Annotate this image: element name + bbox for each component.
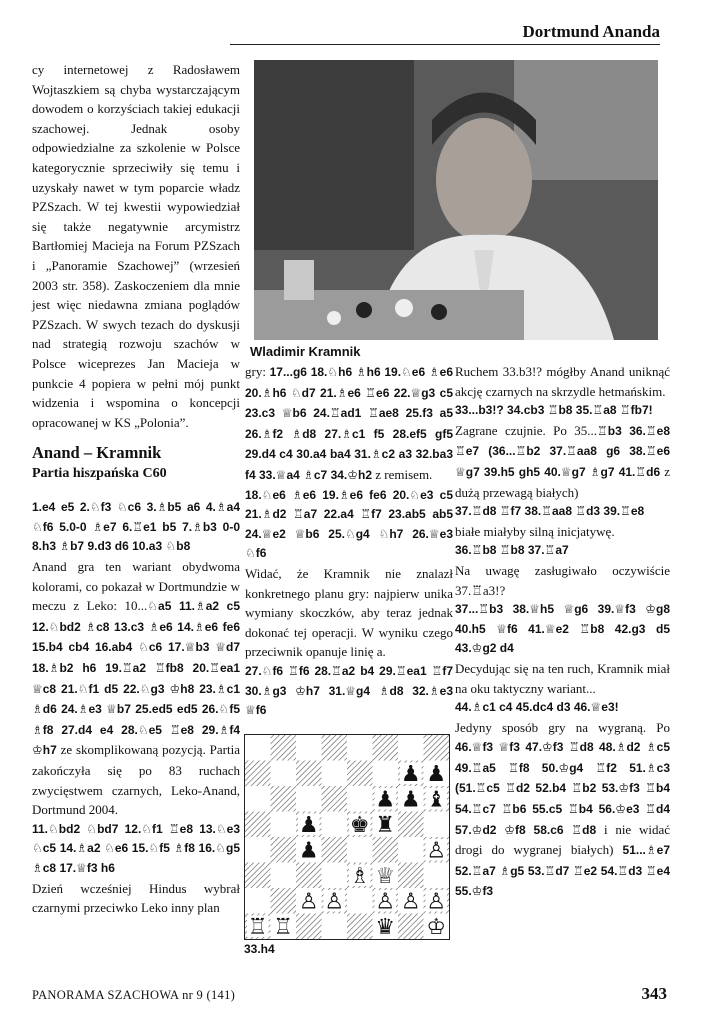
game-moves: 33...b3!? 34.cb3 ♖b8 35.♖a8 ♖fb7!	[455, 403, 653, 418]
column-3	[455, 362, 670, 902]
board-square	[271, 837, 297, 863]
board-square	[373, 761, 399, 787]
white-piece: ♙	[324, 889, 345, 915]
board-square	[347, 786, 373, 812]
board-square	[398, 735, 424, 761]
board-square	[398, 837, 424, 863]
page-header	[230, 20, 660, 45]
board-square	[373, 837, 399, 863]
game-moves: 51...♗e7 52.♖a7 ♗g5 53.♖d7 ♖e2 54.♖d3 ♖e4 55.♔f3	[455, 843, 670, 899]
photo-illustration	[254, 60, 658, 340]
board-square	[322, 735, 348, 761]
black-piece: ♟	[400, 762, 421, 787]
game-moves: 27.♘f6 ♖f6 28.♖a2 b4 29.♖ea1 ♖f7 30.♗g3 ♔h7 31.♕g4 ♗d8 32.♗e3 ♕f6	[245, 663, 453, 718]
board-square	[245, 786, 271, 812]
board-square	[322, 837, 348, 863]
board-square	[424, 812, 450, 838]
commentary-text: Anand gra ten wariant obydwoma kolorami, co pokazał w Dortmundzie w meczu z Leko: 10...♘a5 11.♗a2 c5 12.♘bd2 ♗c8 13.c3 ♗e6 14.♗e6 fe6 15.b4 cb4 16.ab4 ♘c6 17.♕b3 ♕d7 18.♗b2 h6 19.♖a2 ♖fb8 20.♖ea1 ♕c8 21.♘f1 d5 22.♘g3 ♔h8 23.♗c1 ♗d6 24.♗e3 ♕b7 25.ed5 ed5 26.♘f5 ♗f8 27.d4 e4 28.♘e5 ♖e8 29.♗f4 ♔h7 ze skomplikowaną pozycją. Partia zakończyła się po 83 ruchach zwycięstwem czarnych, Leko-Anand, Dortmund 2004.	[32, 559, 241, 818]
page-number: 343	[641, 984, 667, 1003]
player-photo	[254, 60, 658, 340]
black-piece: ♟	[426, 762, 447, 787]
commentary-text: gry: 17...g6 18.♘h6 ♗h6 19.♘e6 ♗e6 20.♗h6 ♘d7 21.♗e6 ♖e6 22.♕g3 c5 23.c3 ♕b6 24.♖ad1 ♖ae8 25.f3 a5 26.♗f2 ♗d8 27.♗c1 f5 28.ef5 gf5 29.d4 c4 30.a4 ba4 31.♗c2 a3 32.ba3 f4 33.♕a4 ♗c7 34.♔h2 z remisem.	[245, 364, 453, 482]
chess-diagram	[244, 734, 450, 940]
black-piece: ♜	[375, 813, 396, 838]
board-square	[296, 786, 322, 812]
board-square	[245, 761, 271, 787]
commentary-text: Jedyny sposób gry na wygraną. Po 46.♕f3 ♕f3 47.♔f3 ♖d8 48.♗d2 ♗c5 49.♖a5 ♖f8 50.♔g4 ♖f2 51.♗c3 (51.♖c5 ♖d2 52.b4 ♖b2 53.♔f3 ♖b4 54.♖c7 ♖b6 55.c5 ♖b4 56.♔e3 ♖d4 57.♔d2 ♔f8 58.c6 ♖d8 i nie widać drogi do wygranej białych) 51...♗e7 52.♖a7 ♗g5 53.♖d7 ♖e2 54.♖d3 ♖e4 55.♔f3	[455, 719, 670, 899]
diagram-move: 33.h4	[244, 942, 275, 956]
board-square	[398, 812, 424, 838]
board-square	[271, 812, 297, 838]
white-piece: ♙	[298, 889, 319, 915]
commentary-text: Na uwagę zasługiwało oczywiście 37.♖a3!?	[455, 562, 670, 598]
board-square	[322, 761, 348, 787]
game-moves: 44.♗c1 c4 45.dc4 d3 46.♕e3!	[455, 700, 619, 715]
commentary-text: Zagrane czujnie. Po 35...♖b3 36.♖e8 ♖e7 (36...♖b2 37.♖aa8 g6 38.♖e6 ♕g7 39.h5 gh5 40.♕g7 ♗g7 41.♖d6 z dużą przewagą białych)	[455, 422, 670, 500]
board-square	[398, 863, 424, 889]
commentary-text: Widać, że Kramnik nie znalazł konkretnego planu gry: najpierw unika wymiany skoczków, aby teraz jednak dokonać tej operacji. W wyniku czego przeciwnik opanuje linię a.	[245, 565, 453, 660]
board-square	[296, 914, 322, 940]
chess-board	[245, 735, 449, 939]
column-1	[32, 60, 240, 918]
white-piece: ♔	[426, 915, 447, 939]
black-piece: ♚	[349, 813, 370, 838]
commentary-text: Dzień wcześniej Hindus wybrał czarnymi przeciwko Leko inny plan	[32, 880, 240, 916]
game-moves: 46.♕f3 ♕f3 47.♔f3 ♖d8 48.♗d2 ♗c5 49.♖a5 ♖f8 50.♔g4 ♖f2 51.♗c3 (51.♖c5 ♖d2 52.b4 ♖b2 53.♔f3 ♖b4 54.♖c7 ♖b6 55.c5 ♖b4 56.♔e3 ♖d4 57.♔d2 ♔f8 58.c6 ♖d8	[455, 740, 670, 837]
game-moves: ♖b3 36.♖e8 ♖e7 (36...♖b2 37.♖aa8 g6 38.♖e6 ♕g7 39.h5 gh5 40.♕g7 ♗g7 41.♖d6	[455, 423, 670, 479]
board-square	[347, 888, 373, 914]
opening-name: Partia hiszpańska C60	[32, 466, 167, 482]
board-square	[424, 863, 450, 889]
white-piece: ♙	[375, 889, 396, 915]
board-square	[245, 735, 271, 761]
photo-caption: Wladimir Kramnik	[250, 344, 361, 359]
column-2	[245, 362, 453, 721]
commentary-text: Decydując się na ten ruch, Kramnik miał na oku taktyczny wariant...	[455, 660, 670, 696]
white-piece: ♖	[247, 915, 268, 939]
game-title: Anand – Kramnik	[32, 443, 162, 463]
board-square	[271, 761, 297, 787]
black-piece: ♟	[298, 813, 319, 838]
board-square	[296, 761, 322, 787]
board-square	[398, 914, 424, 940]
board-square	[347, 914, 373, 940]
magazine-footer: PANORAMA SZACHOWA nr 9 (141)	[32, 988, 236, 1002]
game-moves: 37.♖d8 ♖f7 38.♖aa8 ♖d3 39.♖e8	[455, 504, 645, 519]
white-piece: ♙	[426, 838, 447, 864]
game-moves: ♘a5 11.♗a2 c5 12.♘bd2 ♗c8 13.c3 ♗e6 14.♗e6 fe6 15.b4 cb4 16.ab4 ♘c6 17.♕b3 ♕d7 18.♗b2 h6 19.♖a2 ♖fb8 20.♖ea1 ♕c8 21.♘f1 d5 22.♘g3 ♔h8 23.♗c1 ♗d6 24.♗e3 ♕b7 25.ed5 ed5 26.♘f5 ♗f8 27.d4 e4 28.♘e5 ♖e8 29.♗f4 ♔h7	[32, 599, 241, 758]
game-moves: 37...♖b3 38.♕h5 ♕g6 39.♕f3 ♔g8 40.h5 ♕f6 41.♕e2 ♖b8 42.g3 d5 43.♔g2 d4	[455, 602, 670, 656]
commentary-text: białe miałyby silną inicjatywę.	[455, 523, 615, 539]
white-piece: ♕	[375, 864, 396, 889]
board-square	[271, 888, 297, 914]
board-square	[296, 863, 322, 889]
board-square	[322, 786, 348, 812]
board-square	[271, 735, 297, 761]
black-piece: ♟	[298, 838, 319, 864]
game-moves: 36.♖b8 ♖b8 37.♖a7	[455, 543, 569, 558]
board-square	[424, 735, 450, 761]
white-piece: ♖	[273, 915, 294, 939]
board-square	[245, 812, 271, 838]
game-moves: 17...g6 18.♘h6 ♗h6 19.♘e6 ♗e6 20.♗h6 ♘d7 21.♗e6 ♖e6 22.♕g3 c5 23.c3 ♕b6 24.♖ad1 ♖ae8 25.f3 a5 26.♗f2 ♗d8 27.♗c1 f5 28.ef5 gf5 29.d4 c4 30.a4 ba4 31.♗c2 a3 32.ba3 f4 33.♕a4 ♗c7 34.♔h2	[245, 365, 453, 482]
white-piece: ♙	[426, 889, 447, 915]
game-moves: 18.♘e6 ♗e6 19.♗e6 fe6 20.♘e3 c5 21.♗d2 ♖a7 22.a4 ♖f7 23.ab5 ab5 24.♕e2 ♕b6 25.♘g4 ♘h7 26.♕e3 ♘f6	[245, 487, 453, 561]
black-piece: ♛	[375, 915, 396, 939]
white-piece: ♙	[400, 889, 421, 915]
board-square	[245, 888, 271, 914]
board-square	[322, 863, 348, 889]
board-square	[347, 735, 373, 761]
section-title: Dortmund Ananda	[522, 22, 660, 41]
game-moves: 1.e4 e5 2.♘f3 ♘c6 3.♗b5 a6 4.♗a4 ♘f6 5.0-0 ♗e7 6.♖e1 b5 7.♗b3 0-0 8.h3 ♗b7 9.d3 d6 10.a3 ♘b8	[32, 500, 240, 554]
board-square	[347, 837, 373, 863]
white-piece: ♗	[349, 864, 370, 889]
board-square	[271, 863, 297, 889]
board-square	[322, 812, 348, 838]
board-square	[271, 786, 297, 812]
black-piece: ♟	[400, 787, 421, 813]
commentary-text: Ruchem 33.b3!? mógłby Anand uniknąć akcję czarnych na skrzydle hetmańskim.	[455, 364, 670, 399]
article-text: cy internetowej z Radosławem Wojtaszkiem są chyba wystarczającym dowodem o korzyściach takiej edukacji szachowej. Jednak osoby odpowiedzialne za szkolenie w Polsce kategorycznie sprzeciwiły się temu i uzyskały nawet w tym poparcie władz PZSzach. W tej kwestii wypowiedział się także negatywnie arcymistrz Bartłomiej Macieja na Forum PZSzach i „Panoramie Szachowej” (wrzesień 2003 str. 358). Zaskoczeniem dla mnie jest więc niedawna zmiana poglądów PZSzach. W swych tezach do dyskusji nad strategią rozwoju szachów w Polsce wiceprezes Jan Macieja w punkcie 4 popiera w pełni mój punkt widzenia i wspomina o koncepcji opracowanej w KS „Polonia”.	[32, 62, 240, 430]
board-square	[347, 761, 373, 787]
game-moves: 11.♘bd2 ♘bd7 12.♘f1 ♖e8 13.♘e3 ♘c5 14.♗a2 ♘e6 15.♘f5 ♗f8 16.♘g5 ♗c8 17.♕f3 h6	[32, 821, 240, 875]
board-square	[245, 863, 271, 889]
black-piece: ♝	[426, 787, 447, 813]
black-piece: ♟	[375, 787, 396, 813]
board-square	[322, 914, 348, 940]
board-square	[373, 735, 399, 761]
board-square	[245, 837, 271, 863]
board-square	[296, 735, 322, 761]
